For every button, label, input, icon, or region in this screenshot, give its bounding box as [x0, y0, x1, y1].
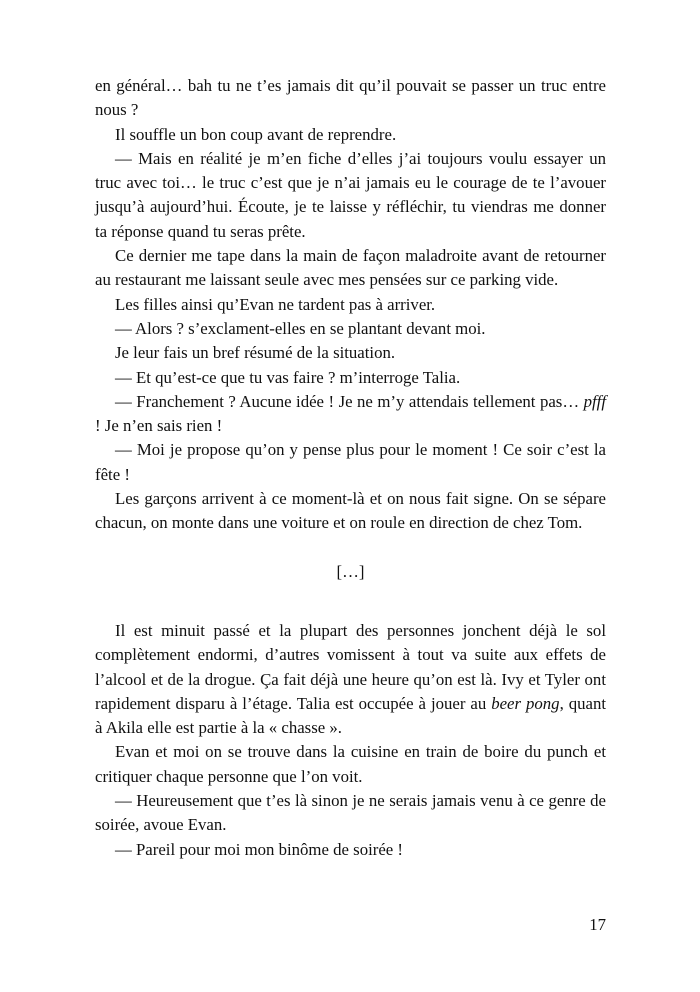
paragraph: — Alors ? s’exclament-elles en se plantant devant moi.: [115, 318, 486, 338]
paragraph: — Et qu’est-ce que tu vas faire ? m’interroge Talia.: [115, 367, 461, 387]
italic-text: pfff: [583, 391, 606, 411]
paragraph: Je leur fais un bref résumé de la situation.: [115, 343, 396, 363]
text-run: , quant à Akila elle est partie à la « chasse ».: [95, 693, 607, 738]
paragraph: — Pareil pour moi mon binôme de soirée !: [115, 839, 404, 859]
paragraph: — Mais en réalité je m’en fiche d’elles j’ai toujours voulu essayer un truc avec toi… le truc c’est que je n’ai jamais eu le courage de te l’avouer jusqu’à aujourd’hui. Écoute, je te laisse y réfléchir, tu viendras me donner ta réponse quand tu seras prête.: [95, 148, 606, 241]
paragraph: en général… bah tu ne t’es jamais dit qu’il pouvait se passer un truc entre nous ?: [95, 76, 606, 120]
paragraph: Ce dernier me tape dans la main de façon maladroite avant de retourner au restaurant me laissant seule avec mes pensées sur ce parking vide.: [95, 246, 606, 290]
italic-text: beer pong: [491, 693, 560, 713]
paragraph: Il souffle un bon coup avant de reprendre.: [115, 124, 397, 144]
text-run: — Franchement ? Aucune idée ! Je ne m’y attendais tellement pas…: [115, 391, 584, 411]
paragraph: Les garçons arrivent à ce moment-là et on nous fait signe. On se sépare chacun, on monte dans une voiture et on roule en direction de chez Tom.: [95, 489, 606, 533]
paragraph: Les filles ainsi qu’Evan ne tardent pas à arriver.: [115, 294, 436, 314]
page-number: 17: [589, 915, 606, 934]
body-text: [95, 74, 606, 862]
paragraph: — Moi je propose qu’on y pense plus pour le moment ! Ce soir c’est la fête !: [95, 440, 606, 484]
paragraph-minuit: [95, 619, 606, 740]
paragraph: Evan et moi on se trouve dans la cuisine en train de boire du punch et critiquer chaque personne que l’on voit.: [95, 742, 606, 786]
paragraph-franchement: [95, 390, 606, 439]
scene-separator: […]: [336, 561, 365, 581]
text-run: ! Je n’en sais rien !: [95, 416, 223, 436]
text-run: Il est minuit passé et la plupart des personnes jonchent déjà le sol complètement endormi, d’autres vomissent à tout va suite aux effets de l’alcool et de la drogue. Ça fait déjà une heure qu’on est là. Ivy et Tyler ont rapidement disparu à l’étage. Talia est occupée à jouer au: [95, 620, 606, 713]
paragraph: — Heureusement que t’es là sinon je ne serais jamais venu à ce genre de soirée, avoue Evan.: [95, 791, 606, 835]
